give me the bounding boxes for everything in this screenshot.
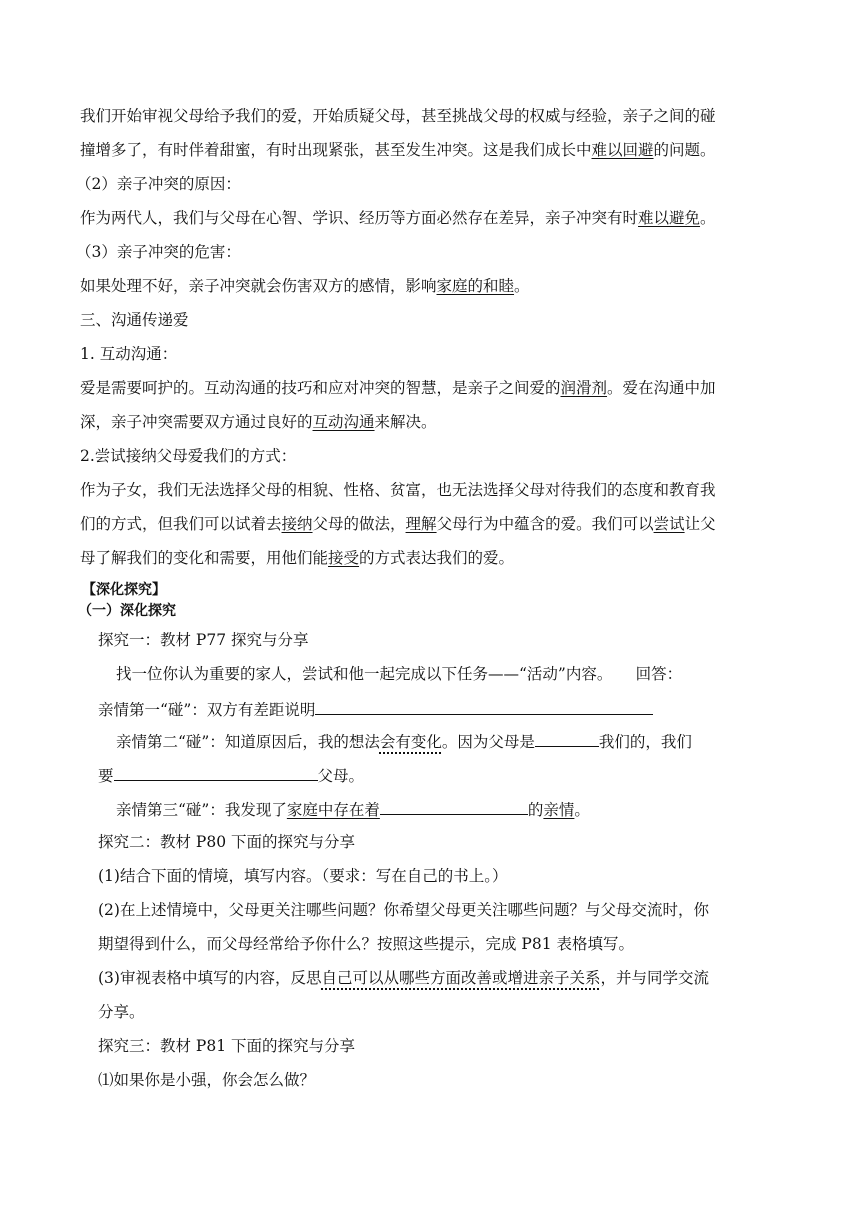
key-term: 润滑剂 bbox=[560, 379, 608, 397]
exploration-title: 探究一：教材 P77 探究与分享 bbox=[98, 631, 309, 649]
question-line: 期望得到什么，而父母经常给予你什么？按照这些提示，完成 P81 表格填写。 bbox=[98, 935, 635, 953]
exploration-title: 探究三：教材 P81 下面的探究与分享 bbox=[98, 1037, 356, 1055]
key-term: 尝试 bbox=[653, 515, 685, 533]
fill-in-line: 亲情第二“碰”：知道原因后，我的想法会有变化。因为父母是 我们的，我们 bbox=[116, 730, 692, 752]
key-term: 理解 bbox=[405, 515, 437, 533]
paragraph-line: 们的方式，但我们可以试着去接纳父母的做法，理解父母行为中蕴含的爱。我们可以尝试让父 bbox=[80, 515, 716, 533]
paragraph-line: 深，亲子冲突需要双方通过良好的互动沟通来解决。 bbox=[80, 413, 437, 431]
answer-blank[interactable] bbox=[315, 698, 653, 715]
question-line: (2)在上述情境中，父母更关注哪些问题？你希望父母更关注哪些问题？与父母交流时，你 bbox=[98, 901, 709, 919]
key-term: 家庭中存在着 bbox=[286, 801, 380, 819]
section-title: 【深化探究】 bbox=[82, 582, 166, 598]
key-term: 难以避免 bbox=[638, 209, 701, 227]
question-line: 分享。 bbox=[98, 1003, 145, 1021]
key-term: 亲情 bbox=[543, 801, 575, 819]
paragraph-line: 撞增多了，有时伴着甜蜜，有时出现紧张，甚至发生冲突。这是我们成长中难以回避的问题。 bbox=[80, 141, 716, 159]
key-term: 难以回避 bbox=[591, 141, 654, 159]
paragraph-line: 找一位你认为重要的家人，尝试和他一起完成以下任务——“活动”内容。 回答： bbox=[116, 665, 683, 683]
answer-blank[interactable] bbox=[535, 730, 599, 747]
fill-in-line: 亲情第三“碰”：我发现了家庭中存在着 的亲情。 bbox=[116, 798, 590, 820]
question-line: (1)结合下面的情境，填写内容。（要求：写在自己的书上。） bbox=[98, 867, 508, 885]
key-term: 接纳 bbox=[281, 515, 313, 533]
fill-in-line: 要 父母。 bbox=[98, 764, 364, 786]
paragraph-line: 作为两代人，我们与父母在心智、学识、经历等方面必然存在差异，亲子冲突有时难以避免。 bbox=[80, 209, 716, 227]
exploration-title: 探究二：教材 P80 下面的探究与分享 bbox=[98, 833, 356, 851]
paragraph-line: 作为子女，我们无法选择父母的相貌、性格、贫富，也无法选择父母对待我们的态度和教育我 bbox=[80, 481, 716, 499]
paragraph-line: 母了解我们的变化和需要，用他们能接受的方式表达我们的爱。 bbox=[80, 549, 515, 567]
section-heading: 三、沟通传递爱 bbox=[80, 311, 189, 329]
question-line: ⑴如果你是小强，你会怎么做？ bbox=[98, 1071, 316, 1089]
emphasis-text: 会有变化 bbox=[379, 733, 442, 751]
key-term: 家庭的和睦 bbox=[436, 277, 515, 295]
question-line: (3)审视表格中填写的内容，反思自己可以从哪些方面改善或增进亲子关系，并与同学交流 bbox=[98, 969, 709, 987]
emphasis-text: 自己可以从哪些方面改善或增进亲子关系 bbox=[321, 969, 601, 987]
section-subtitle: （一）深化探究 bbox=[78, 603, 176, 619]
section-heading: （2）亲子冲突的原因： bbox=[76, 175, 241, 193]
fill-in-line: 亲情第一“碰”：双方有差距说明 bbox=[98, 698, 653, 720]
paragraph-line: 爱是需要呵护的。互动沟通的技巧和应对冲突的智慧，是亲子之间爱的润滑剂。爱在沟通中加 bbox=[80, 379, 716, 397]
paragraph-line: 我们开始审视父母给予我们的爱，开始质疑父母，甚至挑战父母的权威与经验，亲子之间的碰 bbox=[80, 107, 716, 125]
key-term: 互动沟通 bbox=[312, 413, 375, 431]
answer-blank[interactable] bbox=[380, 798, 528, 815]
paragraph-line: 如果处理不好，亲子冲突就会伤害双方的感情，影响家庭的和睦。 bbox=[80, 277, 530, 295]
subsection-heading: 1. 互动沟通： bbox=[80, 345, 178, 363]
answer-blank[interactable] bbox=[114, 764, 318, 781]
key-term: 接受 bbox=[328, 549, 360, 567]
subsection-heading: 2.尝试接纳父母爱我们的方式： bbox=[80, 447, 297, 465]
section-heading: （3）亲子冲突的危害： bbox=[76, 243, 241, 261]
